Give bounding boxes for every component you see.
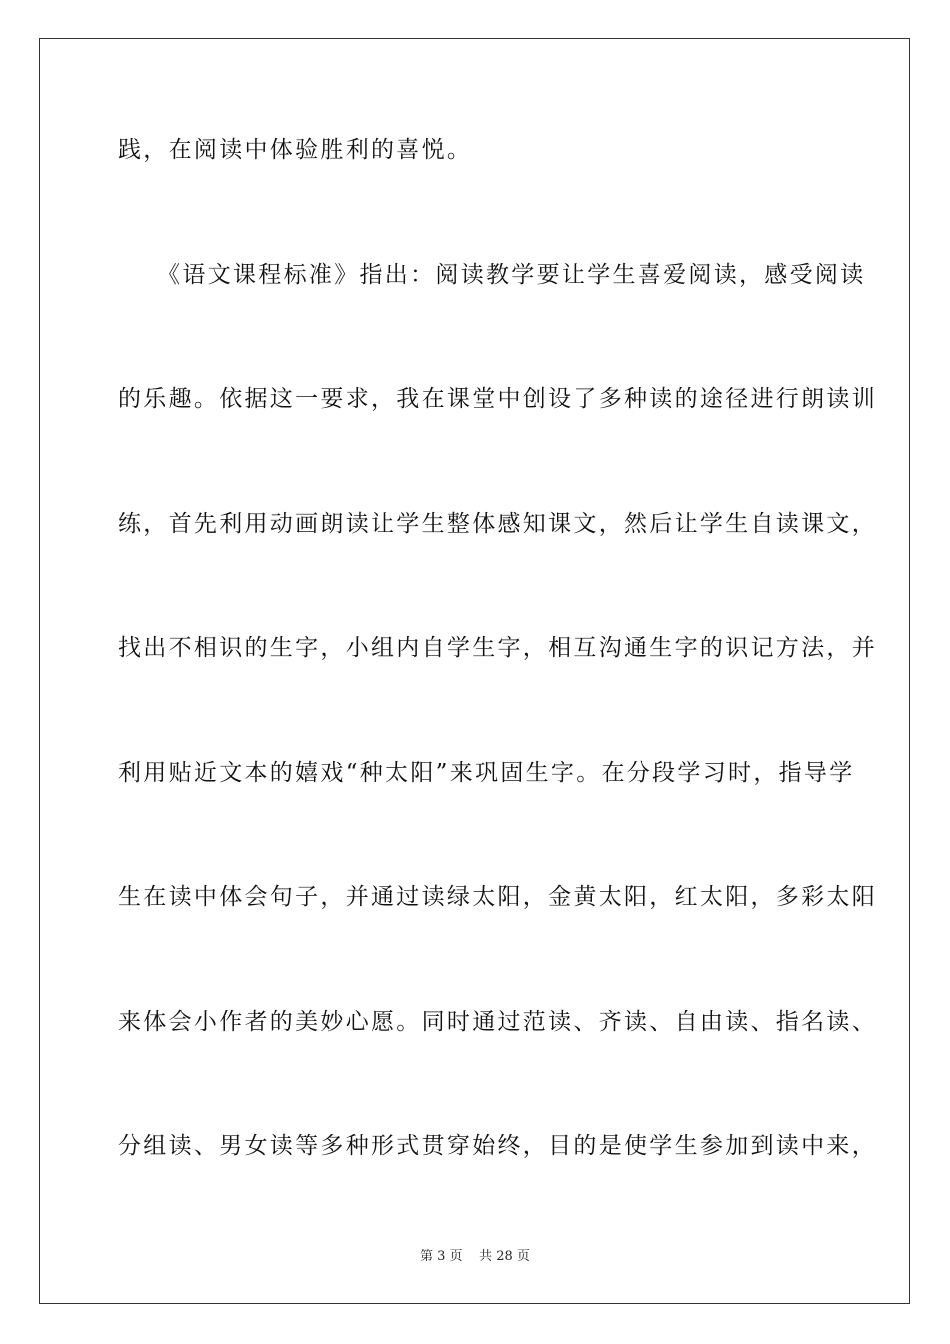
- footer-gap: [463, 1249, 480, 1264]
- page-number: 第 3 页: [420, 1249, 463, 1264]
- page-frame: [39, 38, 910, 1304]
- paragraph-line: 的乐趣。依据这一要求，我在课堂中创设了多种读的途径进行朗读训: [118, 386, 877, 412]
- page-total: 共 28 页: [479, 1249, 530, 1264]
- paragraph-line: 练，首先利用动画朗读让学生整体感知课文，然后让学生自读课文，: [118, 511, 877, 537]
- page-footer: [0, 1249, 950, 1265]
- paragraph-line: 《语文课程标准》指出：阅读教学要让学生喜爱阅读，感受阅读: [118, 262, 866, 288]
- paragraph-line: 分组读、男女读等多种形式贯穿始终，目的是使学生参加到读中来，: [118, 1133, 877, 1159]
- paragraph-line: 利用贴近文本的嬉戏“种太阳”来巩固生字。在分段学习时，指导学: [118, 760, 855, 786]
- paragraph-line: 来体会小作者的美妙心愿。同时通过范读、齐读、自由读、指名读、: [118, 1009, 877, 1035]
- paragraph-line: 生在读中体会句子，并通过读绿太阳，金黄太阳，红太阳，多彩太阳: [118, 884, 877, 910]
- paragraph-line: 找出不相识的生字，小组内自学生字，相互沟通生字的识记方法，并: [118, 635, 877, 661]
- paragraph-line: 践，在阅读中体验胜利的喜悦。: [118, 137, 473, 163]
